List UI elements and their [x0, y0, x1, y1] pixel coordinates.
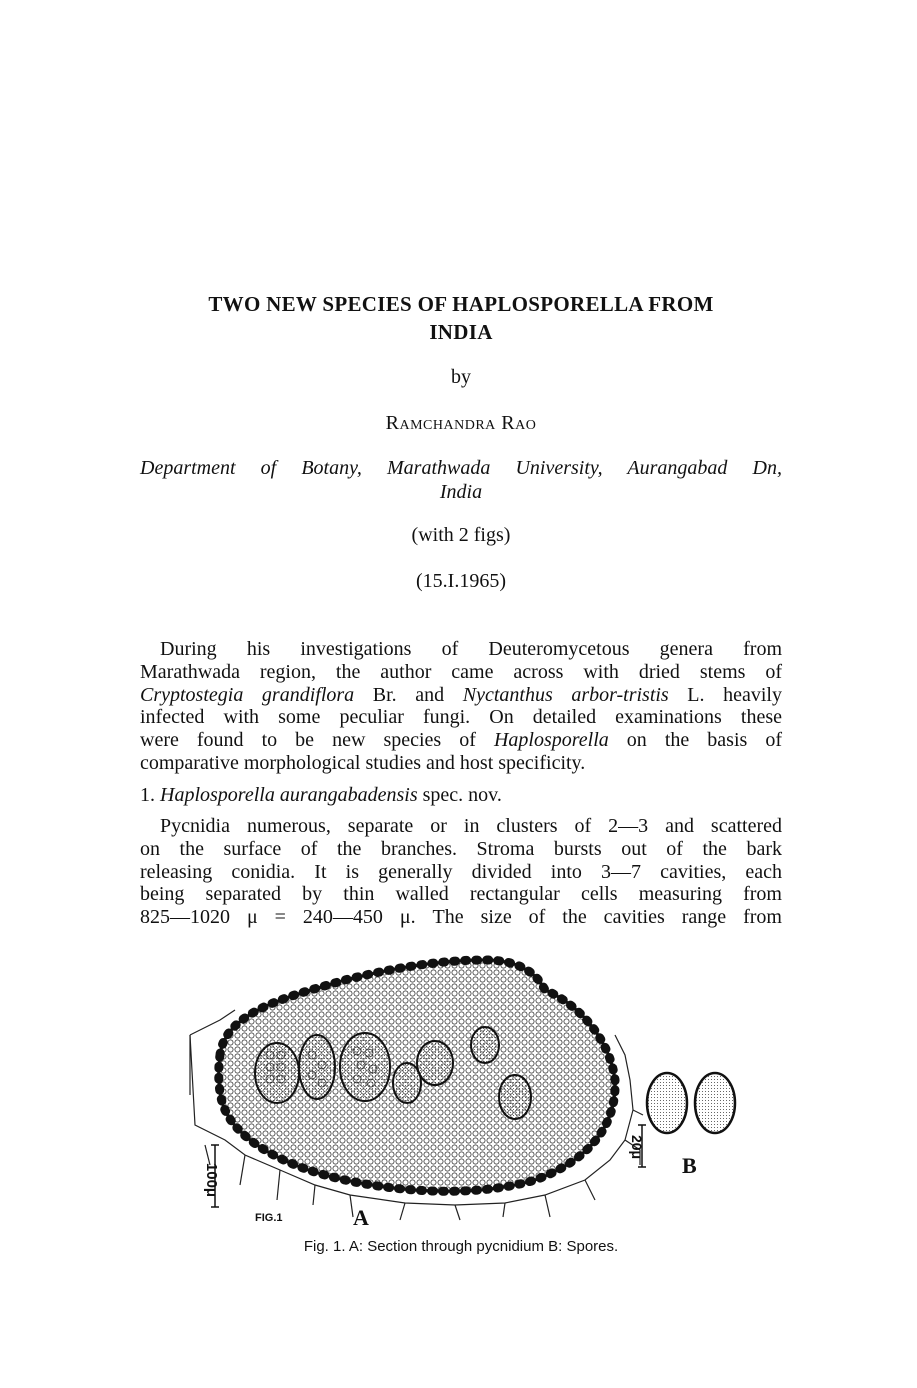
- received-date: (15.I.1965): [416, 570, 506, 592]
- label-a: A: [353, 1205, 369, 1230]
- byline: by: [451, 366, 471, 388]
- fig-label: FIG.1: [255, 1212, 283, 1224]
- description-paragraph: Pycnidia numerous, separate or in clusters of 2—3 and scattered on the surface of the branches. Stroma bursts out of the bark releasing conidia. It is generally divided into 3—7 cavities, each being separated by thin walled rectangular cells measuring from 825—1020 μ = 240—450 μ. The size of the cavities range from: [140, 815, 782, 929]
- pycnidium-figure: [185, 955, 745, 1230]
- figure-caption: Fig. 1. A: Section through pycnidium B: Spores.: [303, 1238, 619, 1255]
- label-b: B: [682, 1153, 697, 1178]
- intro-paragraph: During his investigations of Deuteromycetous genera from Marathwada region, the author came across with dried stems of Cryptostegia grandiflora Br. and Nyctanthus arbor-tristis L. heavily infected with some peculiar fungi. On detailed examinations these were found to be new species of Haplosporella on the basis of comparative morphological studies and host specificity.: [140, 638, 783, 774]
- scale-label-right: 20μ: [629, 1134, 645, 1160]
- article-title: TWO NEW SPECIES OF HAPLOSPORELLA FROM INDIA: [208, 292, 714, 344]
- author-name: Ramchandra Rao: [385, 412, 537, 434]
- scale-label-left: 100μ: [203, 1162, 220, 1198]
- figures-note: (with 2 figs): [411, 524, 511, 546]
- species-heading: 1. Haplosporella aurangabadensis spec. nov.: [140, 784, 502, 806]
- affiliation: Department of Botany, Marathwada University, Aurangabad Dn, India: [140, 457, 782, 503]
- spores: [647, 1073, 735, 1133]
